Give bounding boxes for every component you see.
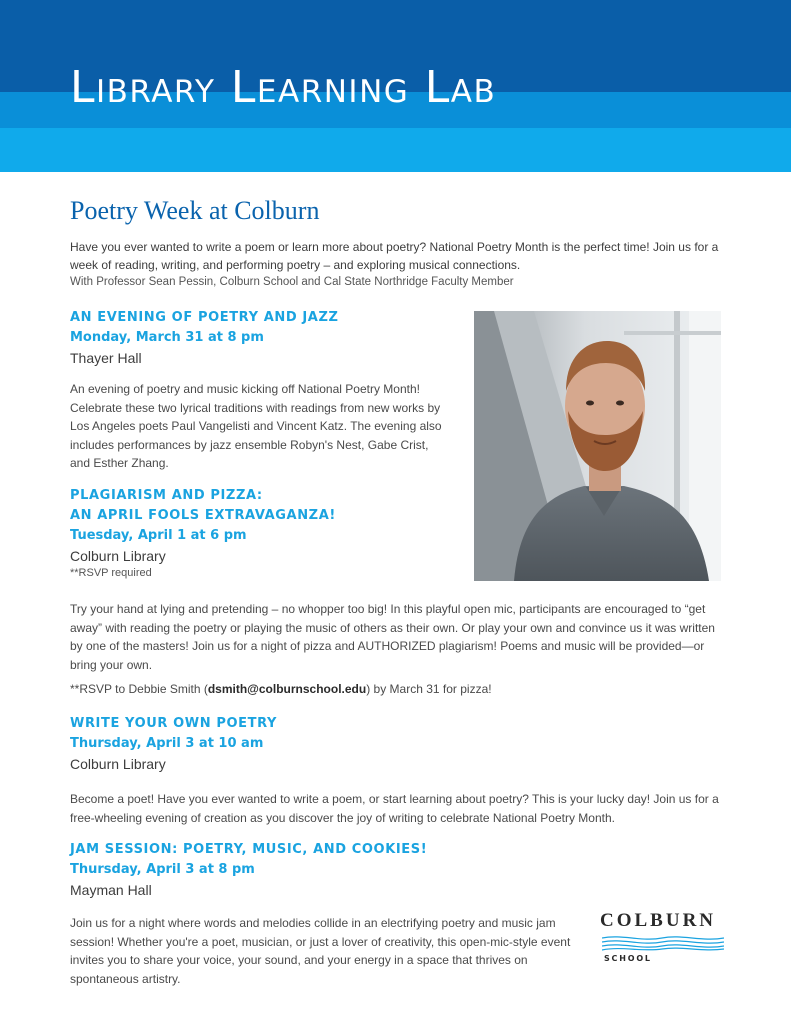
rsvp-suffix: ) by March 31 for pizza! — [366, 682, 492, 696]
rsvp-email-link[interactable]: dsmith@colburnschool.edu — [207, 682, 367, 696]
page-title: Poetry Week at Colburn — [70, 196, 320, 225]
logo-subtitle: SCHOOL — [604, 954, 652, 963]
event-plagiarism-pizza — [70, 486, 450, 580]
event-description: An evening of poetry and music kicking off National Poetry Month! Celebrate these two lyrical traditions with readings from new works by Los Angeles poets Paul Vangelisti and Vincent Katz. The evening also includes performances by jazz ensemble Robyn's Nest, Gabe Crist, and Esther Zhang. — [70, 382, 442, 470]
event-title: AN EVENING OF POETRY AND JAZZ — [70, 310, 339, 325]
event-description: Try your hand at lying and pretending – no whopper too big! In this playful open mic, participants are encouraged to “get away” with reading the poetry or playing the music of others as their own. Or play your own and convince us it was written by one of the masters! Join us for a night of pizza and AUTHORIZED plagiarism! Poems and music will be provided—or bring your own. — [70, 602, 715, 672]
event-evening-poetry-jazz — [70, 308, 450, 368]
header-banner — [0, 0, 791, 172]
event-date: Thursday, April 3 at 10 am — [70, 736, 264, 751]
event-title-line2: AN APRIL FOOLS EXTRAVAGANZA! — [70, 508, 336, 523]
colburn-logo — [600, 910, 725, 970]
event-venue: Mayman Hall — [70, 882, 152, 898]
portrait-photo-graphic — [474, 311, 721, 581]
rsvp-prefix: **RSVP to Debbie Smith ( — [70, 682, 208, 696]
event-description: Join us for a night where words and melodies collide in an electrifying poetry and music jam session! Whether you're a poet, musician, or just a lover of creativity, this open-mic-style event invites you to share your voice, your sound, and your energy in a space that thrives on spontaneous artistry. — [70, 916, 571, 986]
logo-wordmark: COLBURN — [600, 910, 717, 931]
event-date: Tuesday, April 1 at 6 pm — [70, 528, 247, 543]
event-title: JAM SESSION: POETRY, MUSIC, AND COOKIES! — [70, 842, 428, 857]
event-jam-session — [70, 840, 730, 900]
event-date: Monday, March 31 at 8 pm — [70, 330, 264, 345]
event-write-your-own-poetry — [70, 714, 730, 774]
byline-text: With Professor Sean Pessin, Colburn School and Cal State Northridge Faculty Member — [70, 276, 514, 288]
banner-title: Library Learning Lab — [70, 62, 497, 113]
intro-text: Have you ever wanted to write a poem or learn more about poetry? National Poetry Month is the perfect time! Join us for a week of reading, writing, and performing poetry – and exploring musical connections. — [70, 240, 719, 272]
logo-waves-icon — [602, 934, 724, 952]
rsvp-note: **RSVP required — [70, 567, 152, 579]
portrait-photo — [474, 311, 721, 581]
event-description: Become a poet! Have you ever wanted to write a poem, or start learning about poetry? This is your lucky day! Join us for a free-wheeling evening of creation as you discover the joy of writing to celebrate National Poetry Month. — [70, 792, 719, 825]
event-title-line1: PLAGIARISM AND PIZZA: — [70, 488, 263, 503]
event-venue: Colburn Library — [70, 756, 166, 772]
event-venue: Thayer Hall — [70, 350, 142, 366]
event-date: Thursday, April 3 at 8 pm — [70, 862, 255, 877]
event-title: WRITE YOUR OWN POETRY — [70, 716, 277, 731]
event-venue: Colburn Library — [70, 548, 166, 564]
banner-band-light — [0, 128, 791, 172]
rsvp-line — [70, 680, 730, 698]
